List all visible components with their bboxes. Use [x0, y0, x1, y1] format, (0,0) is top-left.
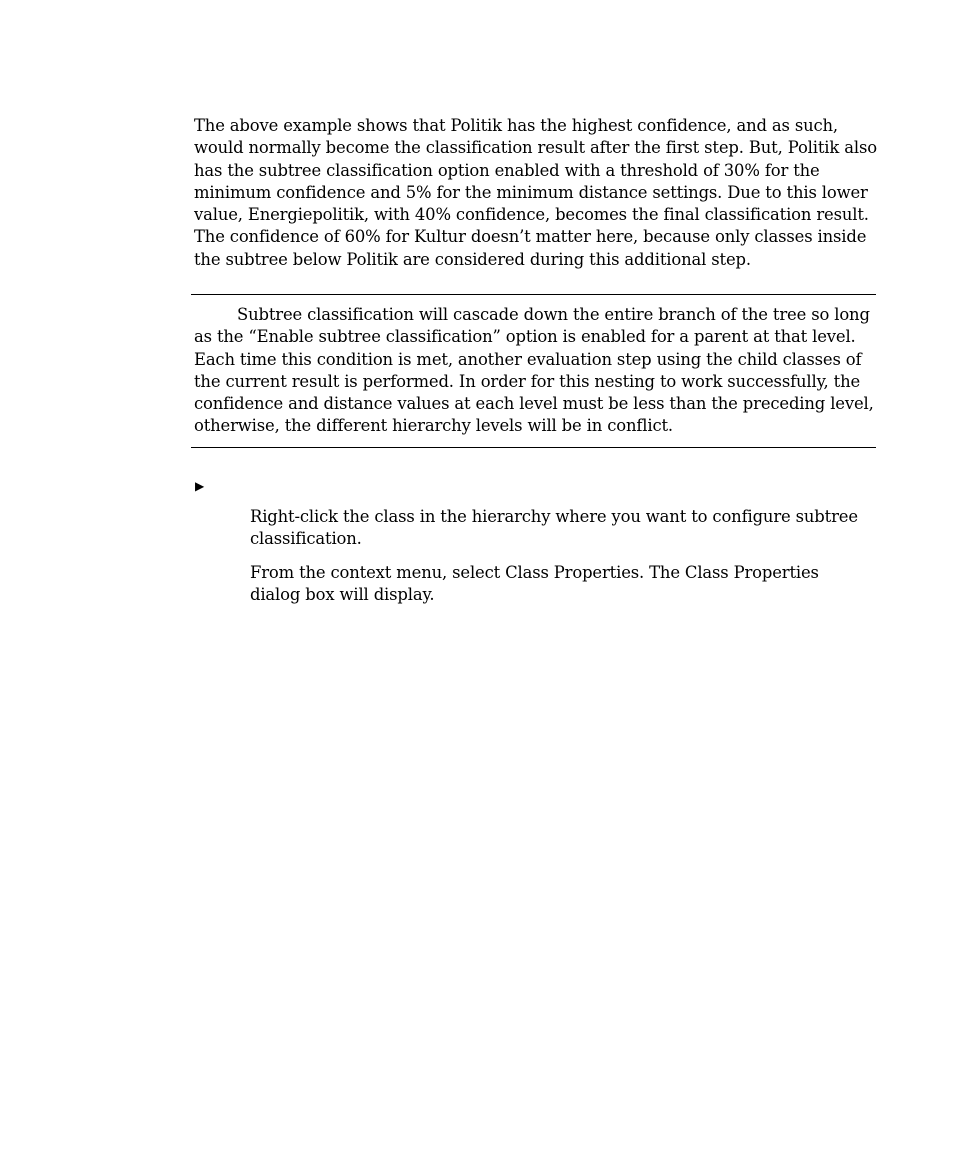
procedure-step-1: Right-click the class in the hierarchy where you want to configure subtree classification. [250, 507, 858, 548]
note-text: Subtree classification will cascade down the entire branch of the tree so long as the “Enable subtree classification” option is enabled for a parent at that level. Each time this condition is met, another evaluation step using the child classes of the current result is performed. In order for this nesting to work successfully, the confidence and distance values at each level must be less than the preceding level, otherwise, the different hierarchy levels will be in conflict. [194, 305, 874, 436]
right-triangle-icon: ▶ [195, 479, 205, 493]
note-box [191, 294, 876, 448]
intro-paragraph: The above example shows that Politik has the highest confidence, and as such, would normally become the classification result after the first step. But, Politik also has the subtree classification option enabled with a threshold of 30% for the minimum confidence and 5% for the minimum distance settings. Due to this lower value, Energiepolitik, with 40% confidence, becomes the final classification result. The confidence of 60% for Kultur doesn’t matter here, because only classes inside the subtree below Politik are considered during this additional step. [194, 116, 877, 269]
procedure-step-2: From the context menu, select Class Properties. The Class Properties dialog box will display. [250, 563, 819, 604]
